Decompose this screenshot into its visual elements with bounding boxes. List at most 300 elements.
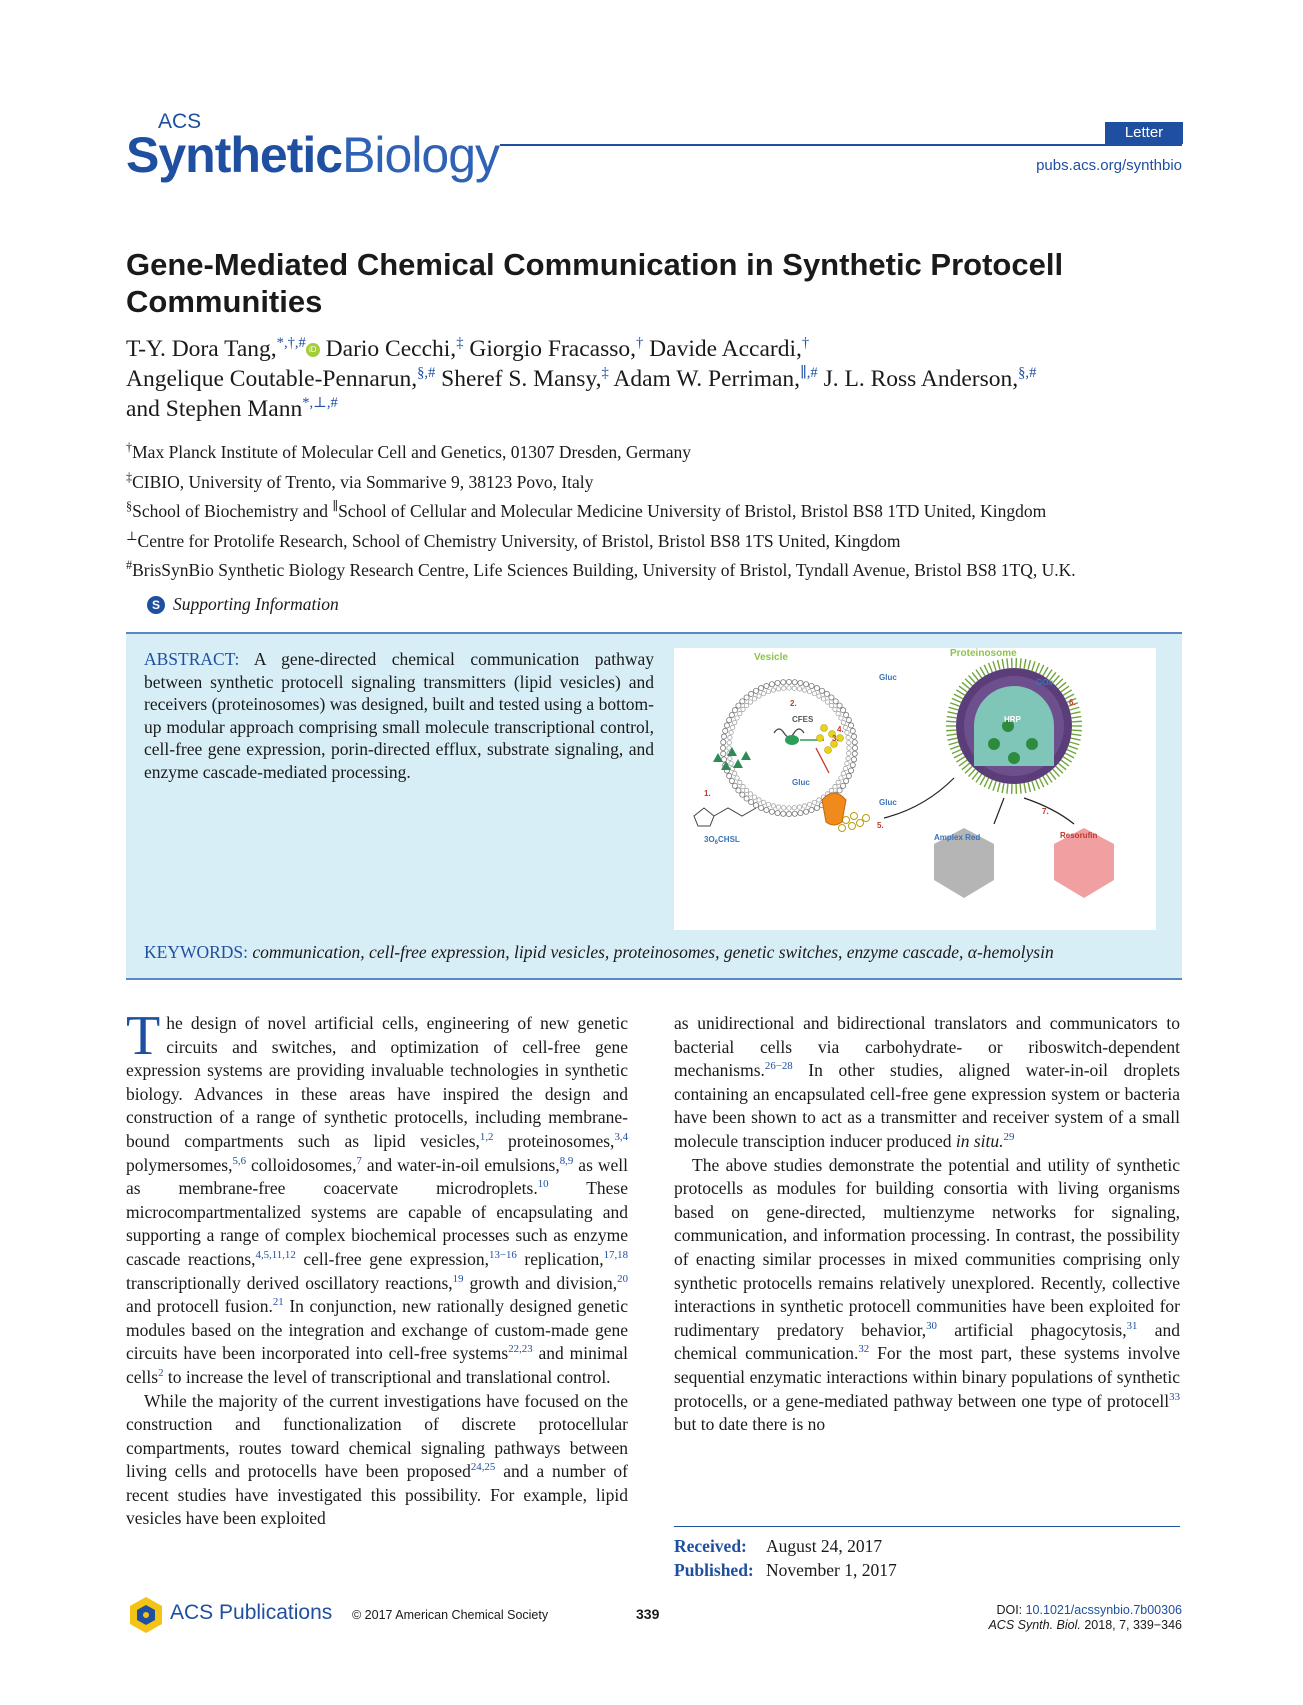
polymer-bristle	[956, 757, 964, 762]
glucose-dot	[851, 813, 858, 820]
polymer-bristle	[1050, 772, 1056, 780]
glucose-dot	[843, 817, 850, 824]
supporting-info-label: Supporting Information	[173, 594, 339, 614]
published-date: November 1, 2017	[766, 1560, 897, 1580]
membrane-bead	[748, 792, 752, 796]
author-list	[126, 334, 1186, 424]
polymer-bristle	[1063, 757, 1071, 762]
author-marks[interactable]: §,#	[417, 365, 436, 382]
membrane-bead	[728, 756, 732, 760]
body-column-right	[674, 1012, 1180, 1437]
membrane-bead	[769, 682, 774, 687]
membrane-bead	[727, 718, 732, 723]
membrane-bead	[753, 803, 758, 808]
arrow-line	[1024, 798, 1074, 824]
membrane-bead	[833, 784, 837, 788]
polymer-bristle	[1065, 753, 1074, 758]
polymer-bristle	[1039, 665, 1043, 674]
glucose-dot	[849, 823, 856, 830]
author-name[interactable]: J. L. Ross Anderson,	[823, 366, 1019, 392]
keywords-list: communication, cell-free expression, lipid vesicles, proteinosomes, genetic switches, enzyme cascade, α-hemolysin	[252, 942, 1054, 962]
article-title: Gene-Mediated Chemical Communication in Synthetic Protocell Communities	[126, 247, 1064, 319]
supporting-information-link[interactable]	[147, 594, 339, 615]
body-column-left	[126, 1005, 629, 1531]
author-name[interactable]: T-Y. Dora Tang,	[126, 336, 277, 362]
membrane-bead	[846, 718, 851, 723]
membrane-bead	[787, 686, 791, 690]
body-paragraph: The above studies demonstrate the potential and utility of synthetic protocells as modules for building consortia with living organisms based on gene-directed, multienzyme networks for signaling, communication, and information processing. In contrast, the possibility of enacting similar processes in mixed communities comprising only synthetic protocells remains relatively unexplored. Recently, collective interactions in synthetic protocell communities have been exploited for rudimentary predatory behavior,$^{30}$ artificial phagocytosis,$^{31}$ and chemical communication.$^{32}$ For the most part, these systems involve sequential enzymatic interactions within binary populations of synthetic protocells, or a gene-mediated pathway between one type of protocell$^{33}$ but to date there is no	[674, 1154, 1180, 1435]
affiliation: #BrisSynBio Synthetic Biology Research Centre, Life Sciences Building, University of Bristol, Tyndall Avenue, Bristol BS8 1TQ, U.K.	[126, 558, 1076, 580]
membrane-bead	[741, 707, 745, 711]
membrane-bead	[839, 716, 843, 720]
membrane-bead	[771, 804, 775, 808]
membrane-bead	[852, 751, 857, 756]
membrane-bead	[757, 694, 761, 698]
membrane-bead	[732, 771, 736, 775]
polymer-bristle	[1043, 776, 1048, 785]
author-name[interactable]: Adam W. Perriman,	[613, 366, 801, 392]
ref-link[interactable]: 1,2	[479, 1131, 494, 1144]
ref-link[interactable]: 29	[1003, 1131, 1015, 1144]
membrane-bead	[807, 689, 811, 693]
membrane-bead	[821, 697, 825, 701]
membrane-bead	[749, 799, 754, 804]
polymer-bristle	[947, 738, 957, 740]
polymer-bristle	[1058, 682, 1066, 688]
author-marks[interactable]: ‡	[456, 335, 464, 352]
glucose-dot	[821, 725, 828, 732]
membrane-bead	[741, 784, 745, 788]
membrane-bead	[749, 691, 754, 696]
ref-link[interactable]: 4,5,11,12	[255, 1249, 296, 1262]
polymer-bristle	[1056, 766, 1063, 773]
membrane-bead	[845, 730, 849, 734]
membrane-bead	[732, 708, 737, 713]
toc-label-resorufin: Resorufin	[1060, 831, 1098, 840]
author-name[interactable]: Angelique Coutable-Pennarun,	[126, 366, 418, 392]
journal-logo-acs: ACS	[158, 110, 202, 133]
membrane-bead	[732, 720, 736, 724]
toc-label-cfes: CFES	[792, 715, 814, 724]
membrane-bead	[792, 680, 797, 685]
polymer-bristle	[962, 682, 970, 688]
membrane-bead	[845, 761, 849, 765]
membrane-bead	[829, 788, 833, 792]
polymer-bristle	[989, 780, 993, 789]
polymer-bristle	[993, 661, 996, 671]
membrane-bead	[729, 712, 734, 717]
membrane-bead	[809, 807, 814, 812]
dates-rule	[674, 1526, 1180, 1527]
ref-link[interactable]: 8,9	[559, 1154, 574, 1167]
membrane-bead	[797, 687, 801, 691]
membrane-bead	[759, 686, 764, 691]
membrane-bead	[851, 734, 856, 739]
publication-dates	[674, 1534, 897, 1582]
membrane-bead	[727, 773, 732, 778]
polymer-bristle	[1020, 658, 1021, 668]
membrane-bead	[792, 806, 796, 810]
polymer-bristle	[1046, 670, 1052, 678]
polymer-bristle	[972, 672, 978, 680]
received-date: August 24, 2017	[766, 1536, 883, 1556]
polymer-bristle	[968, 675, 975, 682]
glucose-dot	[863, 815, 870, 822]
ref-link[interactable]: 10	[537, 1178, 549, 1191]
membrane-bead	[769, 809, 774, 814]
membrane-bead	[724, 723, 729, 728]
membrane-bead	[735, 776, 739, 780]
author-marks[interactable]: †	[801, 335, 810, 352]
polymer-bristle	[952, 698, 961, 702]
membrane-bead	[836, 780, 840, 784]
membrane-bead	[761, 800, 765, 804]
polymer-bristle	[998, 782, 1000, 792]
polymer-bristle	[946, 730, 956, 731]
toc-step-5: 5.	[877, 821, 884, 830]
polymer-bristle	[965, 679, 972, 686]
membrane-bead	[850, 762, 855, 767]
membrane-bead	[787, 806, 791, 810]
membrane-bead	[844, 778, 849, 783]
membrane-bead	[841, 771, 845, 775]
ahl-triangle	[733, 759, 743, 768]
polymer-bristle	[1053, 675, 1060, 682]
ref-link[interactable]: 22,23	[508, 1343, 533, 1356]
membrane-bead	[850, 728, 855, 733]
ref-link[interactable]: 17,18	[603, 1249, 629, 1262]
toc-label-hrp: HRP	[1004, 715, 1021, 724]
hrp-enzyme	[1008, 752, 1020, 764]
membrane-bead	[738, 711, 742, 715]
membrane-bead	[782, 686, 786, 690]
polymer-bristle	[952, 750, 961, 754]
polymer-bristle	[965, 766, 972, 773]
membrane-bead	[829, 695, 834, 700]
doi-link[interactable]: 10.1021/acssynbio.7b00306	[1025, 1603, 1182, 1617]
membrane-bead	[729, 761, 733, 765]
membrane-bead	[819, 688, 824, 693]
polymer-bristle	[954, 694, 963, 699]
membrane-bead	[803, 682, 808, 687]
polymer-bristle	[950, 703, 959, 706]
author-name[interactable]: Davide Accardi,	[649, 336, 802, 362]
membrane-bead	[736, 788, 741, 793]
membrane-bead	[759, 805, 764, 810]
body-paragraph: While the majority of the current investigations have focused on the construction and functionalization of discrete protocellular compartments, routes toward chemical signaling pathways between living cells and protocells have been proposed$^{24,25}$ and a number of recent studies have investigated this possibility. For example, lipid vesicles have been exploited	[126, 1390, 628, 1529]
toc-step-2: 2.	[790, 699, 797, 708]
membrane-bead	[744, 703, 748, 707]
ref-link[interactable]: 32	[858, 1343, 870, 1356]
membrane-bead	[729, 730, 733, 734]
glucose-dot	[825, 747, 832, 754]
membrane-bead	[740, 699, 745, 704]
membrane-bead	[803, 809, 808, 814]
published-label: Published:	[674, 1560, 754, 1580]
polymer-bristle	[972, 772, 978, 780]
toc-step-1: 1.	[704, 789, 711, 798]
membrane-bead	[729, 778, 734, 783]
membrane-bead	[748, 700, 752, 704]
abstract-box	[126, 632, 1182, 980]
ref-link[interactable]: 30	[926, 1319, 937, 1332]
membrane-bead	[851, 757, 856, 762]
polymer-bristle	[956, 690, 964, 695]
author-marks[interactable]: *,⊥,#	[302, 395, 338, 412]
membrane-bead	[792, 686, 796, 690]
membrane-bead	[727, 741, 731, 745]
molecule-sketch	[694, 808, 756, 826]
ref-link[interactable]: 13−16	[489, 1249, 517, 1262]
membrane-bead	[781, 811, 786, 816]
polymer-bristle	[954, 753, 963, 758]
glucose-dot	[857, 820, 864, 827]
membrane-bead	[766, 802, 770, 806]
ref-link[interactable]: 33	[1169, 1390, 1180, 1403]
membrane-bead	[775, 680, 780, 685]
membrane-bead	[744, 788, 748, 792]
membrane-bead	[721, 740, 726, 745]
polymer-bristle	[946, 721, 956, 722]
keywords-label: KEYWORDS:	[144, 942, 249, 962]
membrane-bead	[817, 798, 821, 802]
affiliation: †Max Planck Institute of Molecular Cell and Genetics, 01307 Dresden, Germany	[126, 440, 692, 462]
toc-step-3: 3.	[832, 734, 839, 743]
membrane-bead	[848, 723, 853, 728]
membrane-bead	[846, 756, 850, 760]
polymer-bristle	[998, 660, 1000, 670]
journal-logo-name: SyntheticBiology	[126, 127, 500, 183]
arrow-line	[994, 798, 1004, 824]
journal-url-link[interactable]: pubs.acs.org/synthbio	[1036, 157, 1182, 174]
membrane-bead	[814, 686, 819, 691]
polymer-bristle	[980, 667, 985, 676]
polymer-bristle	[1067, 750, 1076, 754]
polymer-bristle	[1046, 774, 1052, 782]
membrane-bead	[797, 805, 801, 809]
ref-link[interactable]: 20	[617, 1272, 628, 1285]
polymer-bristle	[976, 774, 982, 782]
membrane-bead	[732, 783, 737, 788]
membrane-bead	[721, 751, 726, 756]
membrane-bead	[840, 708, 845, 713]
hrp-enzyme	[988, 738, 1000, 750]
polymer-bristle	[1071, 734, 1081, 735]
membrane-bead	[723, 728, 728, 733]
polymer-bristle	[1071, 717, 1081, 718]
membrane-bead	[807, 802, 811, 806]
membrane-bead	[728, 735, 732, 739]
polymer-bristle	[1071, 738, 1081, 740]
toc-label-amplex: Amplex Red	[934, 833, 981, 842]
membrane-bead	[829, 703, 833, 707]
toc-label-vesicle: Vesicle	[754, 652, 788, 663]
toc-label-gluc-outer: Gluc	[879, 798, 897, 807]
polymer-bristle	[1070, 707, 1080, 710]
ref-link[interactable]: 2	[158, 1367, 164, 1380]
author-marks[interactable]: ‡	[601, 365, 609, 382]
membrane-bead	[786, 679, 791, 684]
polymer-bristle	[1028, 660, 1030, 670]
membrane-bead	[837, 703, 842, 708]
membrane-bead	[764, 807, 769, 812]
ref-link[interactable]: 26−28	[764, 1060, 793, 1073]
membrane-bead	[776, 805, 780, 809]
polymer-bristle	[989, 663, 993, 672]
membrane-bead	[833, 707, 837, 711]
membrane-bead	[792, 811, 797, 816]
membrane-bead	[798, 680, 803, 685]
ref-link[interactable]: 21	[272, 1296, 284, 1309]
toc-label-gluc-inner: Gluc	[792, 778, 810, 787]
polymer-bristle	[1002, 659, 1004, 669]
polymer-bristle	[1061, 760, 1069, 766]
toc-graphic	[674, 648, 1156, 930]
membrane-bead	[802, 688, 806, 692]
membrane-bead	[848, 768, 853, 773]
pore-shape	[822, 793, 846, 825]
body-paragraph: as unidirectional and bidirectional translators and communicators to bacterial cells via carbohydrate- or riboswitch-dependent mechanisms.$^{26-28}$ In other studies, aligned water-in-oil droplets containing an encapsulated cell-free gene expression system or bacteria have been shown to act as a transmitter and receiver system of a small molecule transciption inducer produced in situ.$^{29}$	[674, 1013, 1180, 1151]
polymer-bristle	[949, 707, 959, 710]
membrane-bead	[812, 800, 816, 804]
polymer-bristle	[968, 769, 975, 776]
membrane-bead	[833, 699, 838, 704]
ribosome-shape	[785, 735, 799, 745]
membrane-bead	[802, 804, 806, 808]
acs-hexagon-icon	[126, 1595, 166, 1635]
polymer-bristle	[1056, 679, 1063, 686]
author-name[interactable]: Giorgio Fracasso,	[469, 336, 637, 362]
polymer-bristle	[976, 670, 982, 678]
polymer-bristle	[984, 665, 988, 674]
ref-link[interactable]: 31	[1126, 1319, 1138, 1332]
ahl-triangle	[741, 751, 751, 760]
membrane-bead	[824, 691, 829, 696]
membrane-bead	[852, 740, 857, 745]
polymer-bristle	[1028, 782, 1030, 792]
acs-publications-logo[interactable]	[126, 1595, 336, 1635]
polymer-bristle	[1007, 658, 1008, 668]
membrane-bead	[786, 811, 791, 816]
membrane-bead	[814, 805, 819, 810]
author-name[interactable]: Dario Cecchi,	[325, 336, 457, 362]
toc-label-gluc-top: Gluc	[879, 673, 897, 682]
polymer-bristle	[993, 781, 996, 791]
toc-label-gox: GOx	[1036, 678, 1053, 687]
ref-link[interactable]: 24,25	[470, 1461, 496, 1474]
polymer-bristle	[980, 776, 985, 785]
membrane-bead	[825, 700, 829, 704]
polymer-bristle	[1032, 781, 1035, 791]
polymer-bristle	[949, 742, 959, 745]
polymer-bristle	[1043, 667, 1048, 676]
author-name[interactable]: Sheref S. Mansy,	[441, 366, 602, 392]
polymer-bristle	[1002, 783, 1004, 793]
author-marks[interactable]: §,#	[1018, 365, 1037, 382]
ref-link[interactable]: 19	[452, 1272, 464, 1285]
polymer-bristle	[1072, 721, 1082, 722]
polymer-bristle	[1070, 742, 1080, 745]
polymer-bristle	[1020, 784, 1021, 794]
polymer-bristle	[950, 746, 959, 749]
polymer-bristle	[1053, 769, 1060, 776]
supporting-info-icon: S	[147, 596, 165, 614]
polymer-bristle	[1024, 783, 1026, 793]
doi-citation: DOI: 10.1021/acssynbio.7b00306 ACS Synth. Biol. 2018, 7, 339−346	[988, 1603, 1182, 1632]
affiliation: ⊥Centre for Protolife Research, School of Chemistry University, of Bristol, Bristol BS8 1TS United, Kingdom	[126, 528, 901, 551]
membrane-bead	[771, 688, 775, 692]
membrane-bead	[852, 745, 857, 750]
abstract-text: ABSTRACT: A gene-directed chemical communication pathway between synthetic protocell signaling transmitters (lipid vesicles) and receivers (proteinosomes) was designed, built and tested using a bottom-up modular approach comprising small molecule transcriptional control, cell-free gene expression, porin-directed efflux, substrate signaling, and enzyme cascade-mediated processing.	[144, 649, 654, 782]
vesicle-diagram	[694, 658, 1114, 898]
polymer-bristle	[947, 717, 957, 718]
affiliation: ‡CIBIO, University of Trento, via Sommarive 9, 38123 Povo, Italy	[126, 469, 594, 492]
author-marks[interactable]: ∥,#	[800, 365, 818, 382]
membrane-bead	[809, 683, 814, 688]
ref-link[interactable]: 5,6	[232, 1154, 247, 1167]
toc-label-proteinosome: Proteinosome	[950, 648, 1017, 659]
abstract-label: ABSTRACT:	[144, 649, 240, 669]
toc-step-6: 6.	[1069, 698, 1076, 707]
membrane-bead	[844, 712, 849, 717]
membrane-bead	[766, 689, 770, 693]
polymer-bristle	[1007, 784, 1008, 794]
membrane-bead	[720, 745, 725, 750]
polymer-bristle	[1072, 730, 1082, 731]
membrane-bead	[798, 810, 803, 815]
membrane-bead	[730, 725, 734, 729]
publisher-name: ACS Publications	[170, 1601, 333, 1624]
membrane-bead	[735, 716, 739, 720]
membrane-bead	[840, 783, 845, 788]
membrane-bead	[736, 703, 741, 708]
membrane-bead	[752, 795, 756, 799]
membrane-bead	[744, 695, 749, 700]
orcid-icon[interactable]: iD	[306, 343, 320, 357]
ref-link[interactable]: 7	[356, 1154, 362, 1167]
copyright: © 2017 American Chemical Society	[352, 1608, 549, 1622]
membrane-bead	[843, 725, 847, 729]
polymer-bristle	[962, 763, 970, 769]
polymer-bristle	[1024, 659, 1026, 669]
polymer-bristle	[1061, 686, 1069, 692]
membrane-bead	[721, 734, 726, 739]
article-type-badge: Letter	[1105, 122, 1183, 144]
ref-link[interactable]: 3,4	[614, 1131, 628, 1144]
polymer-bristle	[1063, 690, 1071, 695]
author-marks[interactable]: *,†,#	[276, 335, 306, 352]
polymer-bristle	[1071, 712, 1081, 714]
author-marks[interactable]: †	[636, 335, 644, 352]
membrane-bead	[782, 806, 786, 810]
affiliation: §School of Biochemistry and ∥School of Cellular and Molecular Medicine University of Bristol, Bristol BS8 1TD United, Kingdom	[126, 499, 1047, 521]
body-paragraph: The design of novel artificial cells, engineering of new genetic circuits and switches, and optimization of cell-free gene expression systems are providing invaluable technologies in synthetic biology. Advances in these areas have inspired the design and construction of a range of synthetic protocells, including membrane-bound compartments such as lipid vesicles,$^{1,2}$ proteinosomes,$^{3,4}$ polymersomes,$^{5,6}$ colloidosomes,$^7$ and water-in-oil emulsions,$^{8,9}$ as well as membrane-free coacervate microdroplets.$^{10}$ These microcompartmentalized systems are capable of encapsulating and supporting a range of complex biochemical processes such as enzyme cascade reactions,$^{4,5,11,12}$ cell-free gene expression,$^{13-16}$ replication,$^{17,18}$ transcriptionally derived oscillatory reactions,$^{19}$ growth and division,$^{20}$ and protocell fusion.$^{21}$ In conjunction, new rationally designed genetic modules based on the integration and exchange of custom-made gene circuits have been incorporated into cell-free systems$^{22,23}$ and minimal cells$^2$ to increase the level of transcriptional and translational control.	[126, 1005, 629, 1387]
membrane-bead	[781, 680, 786, 685]
membrane-bead	[744, 796, 749, 801]
glucose-dot	[817, 735, 824, 742]
author-name[interactable]: and Stephen Mann	[126, 396, 303, 422]
journal-logo	[126, 112, 506, 182]
polymer-bristle	[947, 734, 957, 735]
membrane-bead	[846, 735, 850, 739]
polymer-bristle	[1058, 763, 1066, 769]
membrane-bead	[846, 773, 851, 778]
polymer-bristle	[984, 778, 988, 787]
membrane-bead	[776, 687, 780, 691]
affiliations	[126, 438, 1196, 586]
membrane-bead	[812, 691, 816, 695]
membrane-bead	[836, 711, 840, 715]
